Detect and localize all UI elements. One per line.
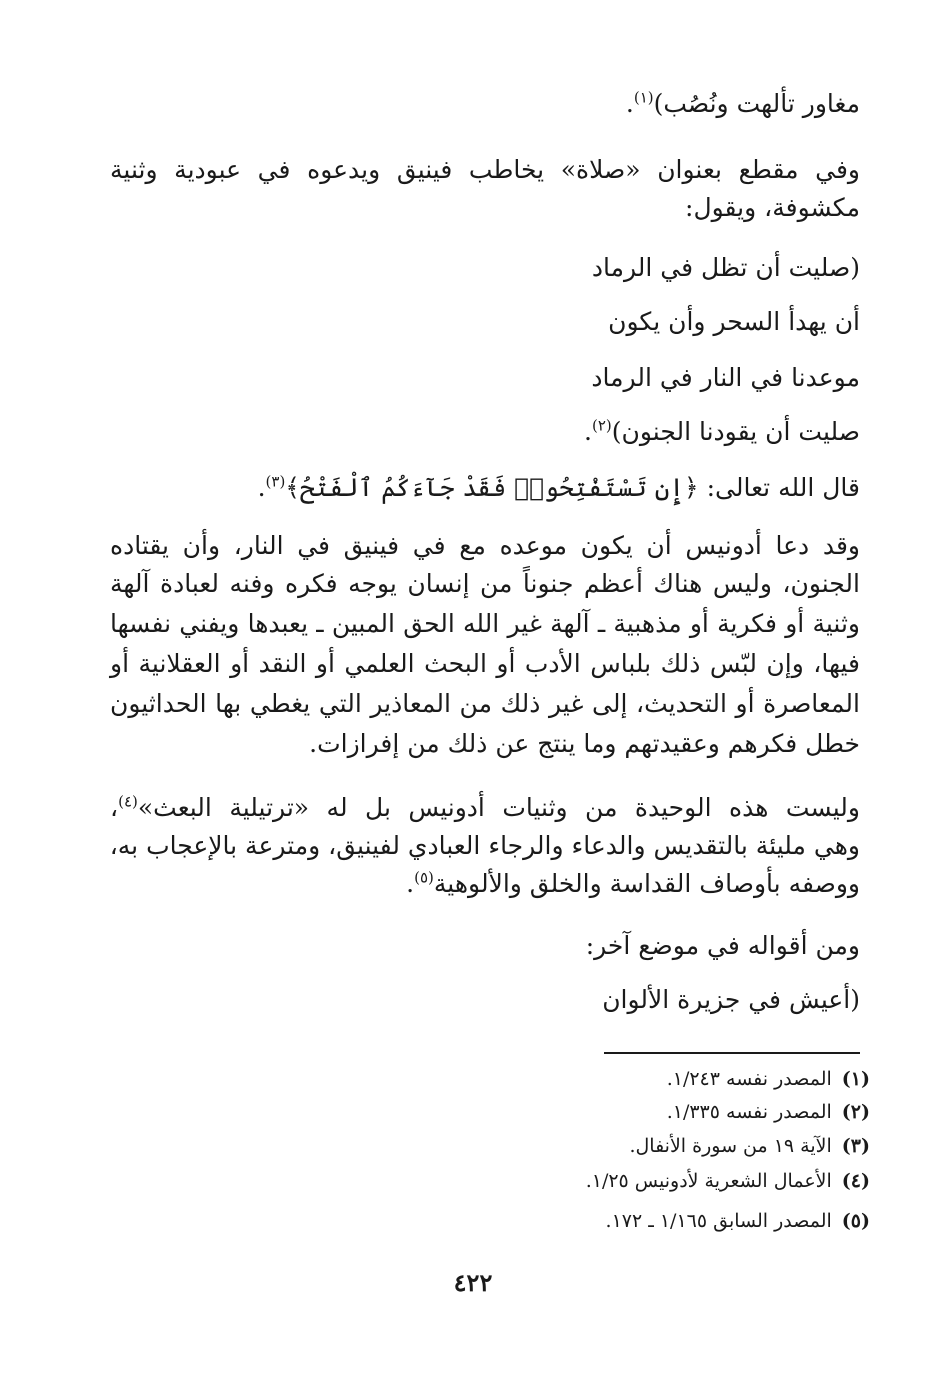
quran-citation: قال الله تعالى: ﴿إِن تَسْتَفْتِحُوا۟ فَقَدْ جَآءَكُمُ ٱلْفَتْحُ﴾$^{(٣)}$. xyxy=(257,472,860,502)
footnote-ref: (٥) xyxy=(414,868,434,887)
text-line: وثنية أو فكرية أو مذهبية ـ آلهة غير الله الحق المبين ـ يعبدها ويفني نفسها xyxy=(110,609,860,638)
text-line: وقد دعا أدونيس أن يكون موعده مع في فينيق في النار، وأن يقتاده xyxy=(110,531,860,560)
footnote-ref: (١) xyxy=(633,88,654,107)
text-line: الجنون، وليس هناك أعظم جنوناً من إنسان يوجه فكره وفنه لعبادة آلهة xyxy=(110,569,860,598)
verse-line: موعدنا في النار في الرماد xyxy=(591,363,860,392)
footnote-separator xyxy=(604,1052,860,1054)
footnote: (٥)المصدر السابق ١/١٦٥ ـ ١٧٢. xyxy=(605,1210,870,1232)
page-number: ٤٢٢ xyxy=(453,1268,493,1297)
verse-line: صليت أن يقودنا الجنون)$^{(٢)}$. xyxy=(584,416,860,446)
footnote: (١)المصدر نفسه ١/٢٤٣. xyxy=(666,1068,870,1090)
footnote: (٢)المصدر نفسه ١/٣٣٥. xyxy=(666,1101,870,1123)
footnote-ref: (٢) xyxy=(591,416,612,435)
text-line: خطل فكرهم وعقيدتهم وما ينتج عن ذلك من إفرازات. xyxy=(309,729,860,758)
text-line: ومن أقواله في موضع آخر: xyxy=(585,931,860,960)
verse-line: (أعيش في جزيرة الألوان xyxy=(602,985,860,1014)
text-line: مغاور تألهت ونُصُب)$^{(١)}$. xyxy=(625,88,860,118)
verse-line: أن يهدأ السحر وأن يكون xyxy=(608,307,860,336)
text-line: وليست هذه الوحيدة من وثنيات أدونيس بل له «ترتيلية البعث»$^{(٤)}$، xyxy=(110,792,860,822)
footnote-ref: (٣) xyxy=(265,472,286,491)
text-line: مكشوفة، ويقول: xyxy=(685,193,860,222)
verse-line: (صليت أن تظل في الرماد xyxy=(591,253,860,282)
footnote-ref: (٤) xyxy=(118,792,138,811)
text-line: وهي مليئة بالتقديس والدعاء والرجاء العبادي لفينيق، ومترعة بالإعجاب به، xyxy=(109,831,860,860)
text-line: وفي مقطع بعنوان «صلاة» يخاطب فينيق ويدعوه في عبودية وثنية xyxy=(110,155,860,184)
quran-verse: ﴿إِن تَسْتَفْتِحُوا۟ فَقَدْ جَآءَكُمُ ٱلْفَتْحُ﴾ xyxy=(285,473,699,502)
text-line: ووصفه بأوصاف القداسة والخلق والألوهية$^{(٥)}$. xyxy=(406,868,860,898)
footnote: (٣)الآية ١٩ من سورة الأنفال. xyxy=(629,1135,870,1157)
footnote: (٤)الأعمال الشعرية لأدونيس ١/٢٥. xyxy=(585,1170,870,1192)
text-line: فيها، وإن لبّس ذلك بلباس الأدب أو البحث العلمي أو النقد أو العقلانية أو xyxy=(110,649,860,678)
text-line: المعاصرة أو التحديث، إلى غير ذلك من المعاذير التي يغطي بها الحداثيون xyxy=(110,689,860,718)
